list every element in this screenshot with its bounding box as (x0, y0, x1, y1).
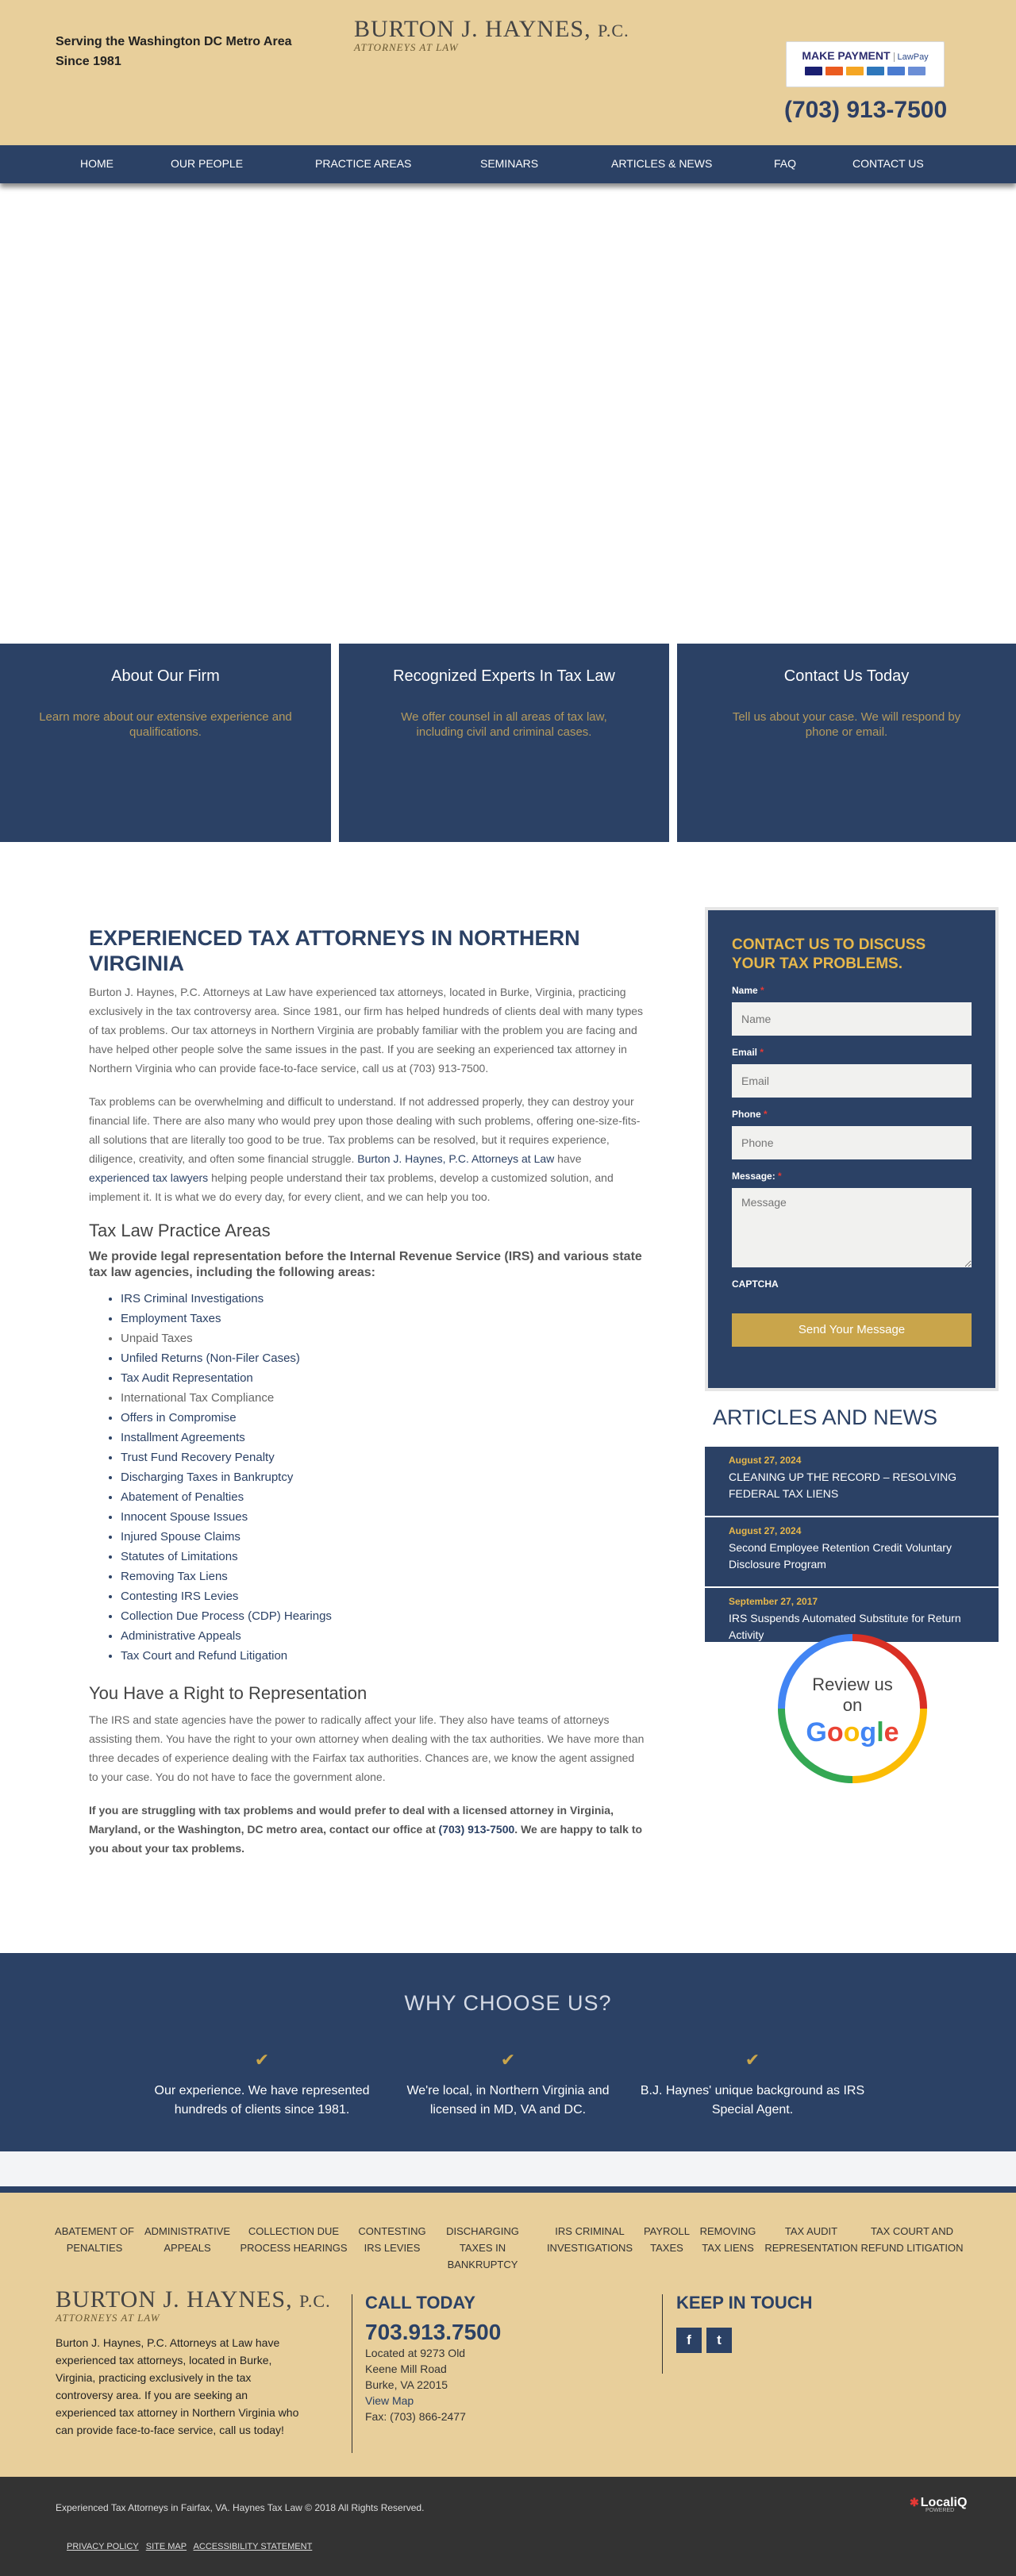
payment-label: MAKE PAYMENT LawPay (802, 49, 929, 62)
check-icon: ✔ (500, 2050, 516, 2070)
why-heading: WHY CHOOSE US? (404, 1991, 612, 2015)
address-line: Burke, VA 22015 (365, 2378, 448, 2391)
discover-icon (846, 67, 864, 75)
check-icon: ✔ (254, 2050, 270, 2070)
footer-link[interactable]: COLLECTION DUE PROCESS HEARINGS (240, 2225, 348, 2254)
message-textarea[interactable] (732, 1188, 972, 1267)
name-label: Name * (732, 985, 764, 996)
practice-area-item[interactable]: • Discharging Taxes in Bankruptcy (121, 1467, 645, 1487)
echeck-icon (887, 67, 905, 75)
practice-areas-heading: Tax Law Practice Areas (89, 1221, 271, 1240)
problems-paragraph: Tax problems can be overwhelming and difficult to understand. If not addressed properly, they can destroy your financial life. There are also many who would prey upon those dealing with such problems, offering one-size-fits-all solutions that are literally too good to be true. Tax problems can be resolved, but it requires experience, diligence, creativity, and often some financial struggle. Burton J. Haynes, P.C. Attorneys at Law have experienced tax lawyers helping people understand their tax problems, develop a customized solution, and implement it. It is what we do every day, for every client, and we can help you too. (89, 1095, 641, 1203)
footer-divider (662, 2294, 663, 2374)
localiq-logo[interactable]: ✱ LocaliQ POWERED (910, 2496, 968, 2513)
box-about-our-firm[interactable] (0, 644, 331, 842)
make-payment-button[interactable] (786, 41, 945, 87)
practice-area-item[interactable]: • IRS Criminal Investigations (121, 1289, 645, 1309)
article-date: September 27, 2017 (729, 1596, 818, 1607)
footer-link[interactable]: PAYROLL TAXES (643, 2225, 691, 2254)
localiq-icon: ✱ (910, 2496, 919, 2509)
contact-paragraph: If you are struggling with tax problems and would prefer to deal with a licensed attorney in Virginia, Maryland, or the Washington, DC metro area, contact our office at (703) 913-7500. We are happy to talk to you about your tax problems. (89, 1804, 643, 1855)
practice-area-item[interactable]: • Tax Audit Representation (121, 1368, 645, 1388)
amex-icon (867, 67, 884, 75)
why-text: Our experience. We have represented hundreds of clients since 1981. (154, 2084, 370, 2117)
footer-link[interactable]: TAX COURT AND REFUND LITIGATION (860, 2225, 964, 2254)
articles-heading: ARTICLES AND NEWS (713, 1405, 938, 1429)
box-text: Learn more about our extensive experience and qualifications. (39, 710, 292, 739)
intro-paragraph: Burton J. Haynes, P.C. Attorneys at Law have experienced tax attorneys, located in Burke, Virginia, practicing exclusively in the tax controversy area. Since 1981, our firm has helped hundreds of clients deal with many types of tax problems. Our tax attorneys in Northern Virginia are probably familiar with the problem you are facing and have helped other people solve the same issues in the past. If you are seeking an experienced tax attorney in Northern Virginia who can provide face-to-face service, call us at (703) 913-7500. (89, 986, 644, 1075)
contact-phone-link[interactable]: (703) 913-7500 (438, 1823, 515, 1836)
visa-icon (805, 67, 822, 75)
why-item (633, 2050, 872, 2120)
nav-our-people[interactable]: OUR PEOPLE (171, 157, 244, 170)
box-title: Recognized Experts In Tax Law (393, 667, 615, 685)
accessibility-link[interactable]: ACCESSIBILITY STATEMENT (193, 2542, 313, 2551)
logo-subtitle: ATTORNEYS AT LAW (354, 41, 459, 53)
ach-icon (908, 67, 926, 75)
logo-name: BURTON J. HAYNES, P.C. (354, 16, 629, 42)
practice-area-item: • Unpaid Taxes (121, 1328, 645, 1348)
main-section (0, 842, 1016, 1953)
article-item[interactable] (705, 1447, 999, 1517)
article-title: IRS Suspends Automated Substitute for Return Activity (729, 1612, 961, 1641)
footer-link[interactable]: REMOVING TAX LIENS (699, 2225, 756, 2254)
box-title: About Our Firm (111, 667, 220, 685)
why-text: We're local, in Northern Virginia and licensed in MD, VA and DC. (406, 2084, 610, 2117)
nav-articles-news[interactable]: ARTICLES & NEWS (611, 157, 713, 170)
form-title: CONTACT US TO DISCUSS YOUR TAX PROBLEMS. (732, 936, 926, 972)
nav-home[interactable]: HOME (80, 157, 114, 170)
firm-link[interactable]: Burton J. Haynes, P.C. Attorneys at Law (357, 1152, 555, 1165)
nav-faq[interactable]: FAQ (774, 157, 797, 170)
box-recognized-experts[interactable] (339, 644, 669, 842)
box-contact-us-today[interactable] (677, 644, 1016, 842)
google-review-badge[interactable] (778, 1634, 927, 1783)
practice-area-item[interactable]: • Administrative Appeals (121, 1626, 645, 1646)
practice-area-item: • International Tax Compliance (121, 1388, 645, 1408)
why-choose-us (0, 1953, 1016, 2151)
practice-area-item[interactable]: • Abatement of Penalties (121, 1487, 645, 1507)
practice-area-item[interactable]: • Offers in Compromise (121, 1408, 645, 1428)
address-line: Located at 9273 Old (365, 2347, 466, 2359)
practice-area-item[interactable]: • Installment Agreements (121, 1428, 645, 1448)
twitter-icon[interactable]: t (706, 2328, 732, 2353)
card-logos (787, 67, 944, 75)
footer-link[interactable]: TAX AUDIT REPRESENTATION (764, 2225, 858, 2254)
name-input[interactable] (732, 1002, 972, 1036)
practice-area-item[interactable]: • Innocent Spouse Issues (121, 1507, 645, 1527)
site-map-link[interactable]: SITE MAP (145, 2542, 187, 2551)
nav-seminars[interactable]: SEMINARS (480, 157, 539, 170)
why-item (143, 2050, 381, 2120)
feature-boxes (0, 644, 1016, 842)
practice-areas-intro: We provide legal representation before the Internal Revenue Service (IRS) and various state tax law agencies, including the following areas: (89, 1250, 642, 1279)
article-date: August 27, 2024 (729, 1455, 802, 1466)
send-message-button[interactable]: Send Your Message (732, 1313, 972, 1347)
box-title: Contact Us Today (783, 667, 910, 685)
article-title: CLEANING UP THE RECORD – RESOLVING FEDERAL TAX LIENS (729, 1471, 957, 1500)
site-header (0, 0, 1016, 145)
practice-areas-list (121, 1289, 645, 1666)
hero-banner (0, 183, 1016, 644)
privacy-policy-link[interactable]: PRIVACY POLICY (67, 2542, 139, 2551)
copyright-bar (0, 2477, 1016, 2576)
header-tagline: Serving the Washington DC Metro Area Since 1981 (56, 35, 292, 68)
footer-link[interactable]: ADMINISTRATIVE APPEALS (144, 2225, 231, 2254)
review-text: Review us on (812, 1674, 893, 1715)
footer-call (365, 2293, 501, 2424)
practice-area-item[interactable]: • Trust Fund Recovery Penalty (121, 1448, 645, 1467)
tax-lawyers-link[interactable]: experienced tax lawyers (89, 1171, 209, 1184)
page-title: EXPERIENCED TAX ATTORNEYS IN NORTHERN VIRGINIA (89, 926, 580, 975)
facebook-icon[interactable]: f (676, 2328, 702, 2353)
address-line: Keene Mill Road (365, 2363, 447, 2375)
google-logo: Google (806, 1717, 899, 1747)
site-logo[interactable] (354, 16, 629, 54)
box-text: Tell us about your case. We will respond by phone or email. (732, 710, 961, 739)
phone-label: Phone * (732, 1109, 768, 1120)
footer-link[interactable]: ABATEMENT OF PENALTIES (55, 2225, 134, 2254)
representation-paragraph: The IRS and state agencies have the power to radically affect your life. They also have teams of attorneys assisting them. You have the right to your own attorney when dealing with the tax authorities. We have more than three decades of experience dealing with the Fairfax tax authorities. Chances are, we know the agent assigned to your case. You do not have to face the government alone. (89, 1713, 645, 1783)
footer-link[interactable]: IRS CRIMINAL INVESTIGATIONS (546, 2225, 633, 2254)
article-item[interactable] (705, 1517, 999, 1588)
practice-area-item[interactable]: • Removing Tax Liens (121, 1567, 645, 1586)
site-footer (0, 2193, 1016, 2477)
footer-link[interactable]: CONTESTING IRS LEVIES (358, 2225, 426, 2254)
practice-area-item[interactable]: • Employment Taxes (121, 1309, 645, 1328)
footer-logo: BURTON J. HAYNES, P.C. ATTORNEYS AT LAW (56, 2286, 331, 2324)
view-map-link[interactable]: View Map (365, 2394, 414, 2407)
main-content (89, 925, 645, 1858)
nav-practice-areas[interactable]: PRACTICE AREAS (315, 157, 412, 170)
copyright-text: Experienced Tax Attorneys in Fairfax, VA. Haynes Tax Law © 2018 All Rights Reserved. (56, 2502, 425, 2513)
header-phone[interactable]: (703) 913-7500 (784, 97, 948, 123)
footer-about: Burton J. Haynes, P.C. Attorneys at Law have experienced tax attorneys, located in Burke, Virginia, practicing exclusively in the tax controversy area. If you are seeking an experienced tax attorney in Northern Virginia who can provide face-to-face service, call us today! (56, 2336, 299, 2436)
phone-input[interactable] (732, 1126, 972, 1159)
practice-area-item[interactable]: • Statutes of Limitations (121, 1547, 645, 1567)
practice-area-item[interactable]: • Unfiled Returns (Non-Filer Cases) (121, 1348, 645, 1368)
google-review-inner (785, 1641, 920, 1776)
captcha-label: CAPTCHA (732, 1278, 779, 1290)
check-icon: ✔ (745, 2050, 760, 2070)
footer-link[interactable]: DISCHARGING TAXES IN BANKRUPTCY (446, 2225, 519, 2270)
message-label: Message: * (732, 1171, 782, 1182)
email-label: Email * (732, 1047, 764, 1058)
practice-area-item[interactable]: • Contesting IRS Levies (121, 1586, 645, 1606)
fax-number: Fax: (703) 866-2477 (365, 2410, 466, 2423)
article-title: Second Employee Retention Credit Voluntary Disclosure Program (729, 1541, 952, 1571)
footer-phone[interactable]: 703.913.7500 (365, 2320, 502, 2344)
main-nav (0, 145, 1016, 183)
articles-list (705, 1447, 999, 1644)
why-text: B.J. Haynes' unique background as IRS Special Agent. (640, 2084, 865, 2117)
call-heading: CALL TODAY (365, 2293, 475, 2313)
legal-links (67, 2542, 317, 2551)
footer-social (676, 2293, 813, 2353)
keep-in-touch-heading: KEEP IN TOUCH (676, 2293, 813, 2313)
box-text: We offer counsel in all areas of tax law, including civil and criminal cases. (401, 710, 607, 739)
practice-area-item[interactable]: • Injured Spouse Claims (121, 1527, 645, 1547)
nav-contact-us[interactable]: CONTACT US (852, 157, 924, 170)
practice-area-item[interactable]: • Tax Court and Refund Litigation (121, 1646, 645, 1666)
email-input[interactable] (732, 1064, 972, 1098)
mastercard-icon (826, 67, 843, 75)
section-divider (0, 2151, 1016, 2193)
practice-area-item[interactable]: • Collection Due Process (CDP) Hearings (121, 1606, 645, 1626)
contact-form (705, 907, 999, 1391)
footer-links (51, 2223, 964, 2278)
why-item (389, 2050, 627, 2120)
article-date: August 27, 2024 (729, 1525, 802, 1536)
representation-heading: You Have a Right to Representation (89, 1683, 368, 1703)
